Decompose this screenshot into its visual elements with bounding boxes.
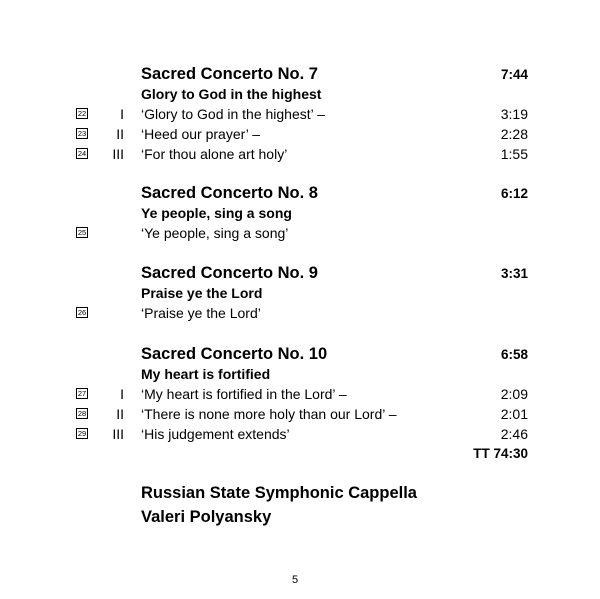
movement-number: III (112, 426, 124, 442)
work-subtitle: My heart is fortified (141, 366, 271, 382)
track-number: 26 (77, 308, 87, 317)
work-subtitle: Ye people, sing a song (141, 205, 292, 221)
track-number: 29 (77, 429, 87, 438)
track-row (0, 144, 600, 164)
track-number: 28 (77, 409, 87, 418)
track-duration: 2:46 (500, 426, 528, 442)
track-duration: 1:55 (500, 146, 528, 162)
track-duration: 2:09 (500, 386, 528, 402)
track-row (0, 404, 600, 424)
work-duration: 3:31 (500, 266, 528, 281)
work-subtitle: Praise ye the Lord (141, 285, 263, 301)
work-title: Sacred Concerto No. 8 (141, 184, 318, 202)
work-title: Sacred Concerto No. 10 (141, 345, 328, 363)
track-row (0, 424, 600, 444)
work-title: Sacred Concerto No. 7 (141, 65, 318, 83)
track-number: 27 (77, 389, 87, 398)
movement-number: II (116, 126, 124, 142)
work-duration: 6:12 (500, 186, 528, 201)
movement-number: I (120, 106, 124, 122)
work-duration: 6:58 (500, 347, 528, 362)
track-number: 22 (77, 109, 87, 118)
track-number: 25 (77, 228, 87, 237)
track-row (0, 303, 600, 323)
track-duration: 2:28 (500, 126, 528, 142)
track-row (0, 223, 600, 243)
track-number: 23 (77, 129, 87, 138)
track-title: ‘Glory to God in the highest’ – (141, 106, 325, 122)
movement-number: III (112, 146, 124, 162)
track-title: ‘There is none more holy than our Lord’ – (141, 406, 397, 422)
work-duration: 7:44 (500, 67, 528, 82)
track-title: ‘Praise ye the Lord’ (141, 305, 261, 321)
track-title: ‘His judgement extends’ (141, 426, 290, 442)
work-title: Sacred Concerto No. 9 (141, 264, 318, 282)
track-duration: 3:19 (500, 106, 528, 122)
track-row (0, 124, 600, 144)
track-row (0, 384, 600, 404)
track-title: ‘For thou alone art holy’ (141, 146, 288, 162)
movement-number: I (120, 386, 124, 402)
performer-ensemble: Russian State Symphonic Cappella (141, 484, 417, 502)
track-row (0, 104, 600, 124)
track-title: ‘Heed our prayer’ – (141, 126, 261, 142)
page-number: 5 (291, 574, 299, 586)
track-title: ‘My heart is fortified in the Lord’ – (141, 386, 347, 402)
track-duration: 2:01 (500, 406, 528, 422)
performer-conductor: Valeri Polyansky (141, 508, 272, 526)
work-subtitle: Glory to God in the highest (141, 86, 322, 102)
track-title: ‘Ye people, sing a song’ (141, 225, 289, 241)
track-number: 24 (77, 149, 87, 158)
movement-number: II (116, 406, 124, 422)
total-time: TT 74:30 (473, 446, 528, 461)
